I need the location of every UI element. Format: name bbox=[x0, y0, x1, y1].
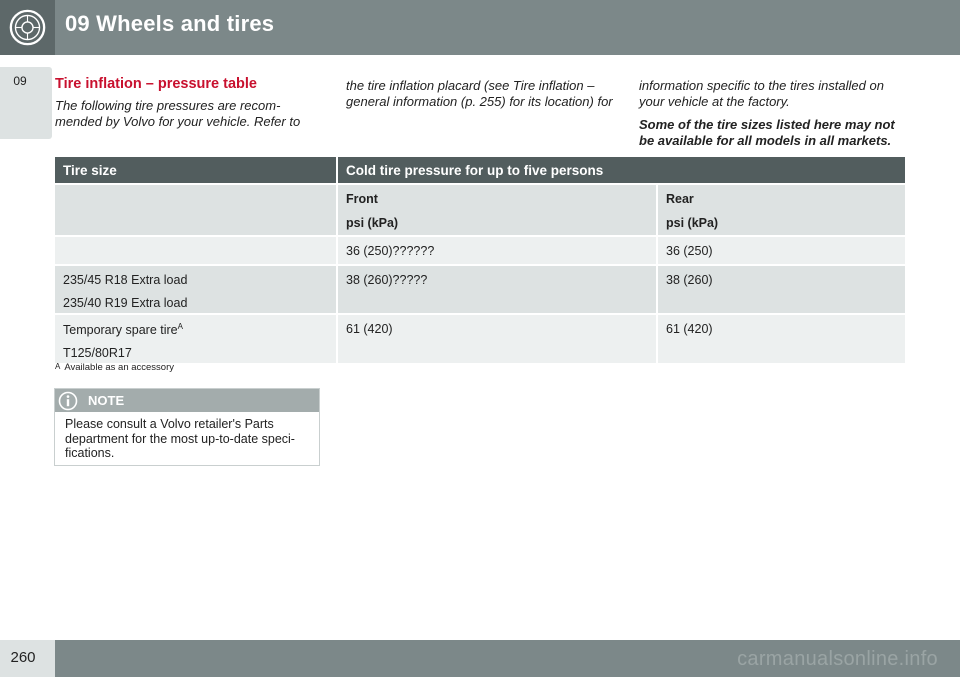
intro-text-3: information specific to the tires installed on your vehicle at the factory. bbox=[639, 78, 884, 109]
note-label: NOTE bbox=[88, 393, 125, 408]
header-cold-pressure: Cold tire pressure for up to five persons bbox=[337, 157, 905, 184]
front-pressure-cell: 38 (260)????? bbox=[337, 265, 657, 314]
header-tire-size: Tire size bbox=[55, 157, 337, 184]
page-number: 260 bbox=[10, 649, 36, 666]
table-footnote bbox=[55, 362, 174, 373]
pressure-table bbox=[55, 157, 905, 363]
page-header bbox=[0, 0, 960, 55]
intro-column-3 bbox=[639, 78, 909, 149]
page-footer bbox=[0, 640, 960, 677]
page-title: 09 Wheels and tires bbox=[65, 11, 275, 36]
front-pressure-cell: 36 (250)?????? bbox=[337, 236, 657, 265]
tire-size-value: T125/80R17 bbox=[63, 346, 132, 361]
rear-pressure-cell: 36 (250) bbox=[657, 236, 905, 265]
table-row bbox=[55, 236, 905, 265]
intro-column-1: The following tire pressures are recom-mended by Volvo for your vehicle. Refer to bbox=[55, 98, 301, 129]
chapter-tab bbox=[0, 67, 52, 139]
table-cell bbox=[55, 184, 337, 236]
availability-warning: Some of the tire sizes listed here may not be available for all models in all markets. bbox=[639, 117, 895, 148]
chapter-number: 09 bbox=[13, 74, 27, 88]
rear-subheader bbox=[657, 184, 905, 236]
page-number-box bbox=[0, 640, 55, 677]
tire-size-value: 235/45 R18 Extra load bbox=[63, 273, 188, 287]
rear-pressure-cell: 38 (260) bbox=[657, 265, 905, 314]
section-heading: Tire inflation – pressure table bbox=[55, 76, 257, 92]
footnote-text: Available as an accessory bbox=[64, 362, 175, 373]
front-pressure-cell: 61 (420) bbox=[337, 314, 657, 363]
info-icon bbox=[58, 391, 78, 411]
table-subheader-row bbox=[55, 184, 905, 236]
note-box bbox=[54, 388, 320, 466]
tire-size-value bbox=[63, 322, 328, 337]
watermark: carmanualsonline.info bbox=[737, 648, 938, 670]
note-header bbox=[55, 389, 319, 412]
table-header-row bbox=[55, 157, 905, 184]
spare-tire-label: Temporary spare tire bbox=[63, 323, 178, 338]
note-text: Please consult a Volvo retailer's Parts department for the most up-to-date speci-fications. bbox=[65, 417, 295, 460]
rear-label: Rear bbox=[666, 192, 694, 206]
table-row bbox=[55, 265, 905, 314]
front-unit: psi (kPa) bbox=[346, 216, 399, 230]
table-row bbox=[55, 314, 905, 363]
footnote-mark: A bbox=[55, 362, 61, 371]
tire-size-value: 235/40 R19 Extra load bbox=[63, 296, 188, 310]
rear-unit: psi (kPa) bbox=[666, 216, 719, 230]
rear-pressure-cell: 61 (420) bbox=[657, 314, 905, 363]
tire-size-cell bbox=[55, 236, 337, 265]
tire-size-cell bbox=[55, 265, 337, 314]
intro-column-2: the tire inflation placard (see Tire inflation – general information (p. 255) for its location) for bbox=[346, 78, 613, 109]
tire-icon bbox=[9, 9, 46, 46]
header-icon-box bbox=[0, 0, 55, 55]
front-label: Front bbox=[346, 192, 378, 206]
footnote-ref: A bbox=[177, 322, 183, 331]
front-subheader bbox=[337, 184, 657, 236]
tire-size-cell bbox=[55, 314, 337, 363]
